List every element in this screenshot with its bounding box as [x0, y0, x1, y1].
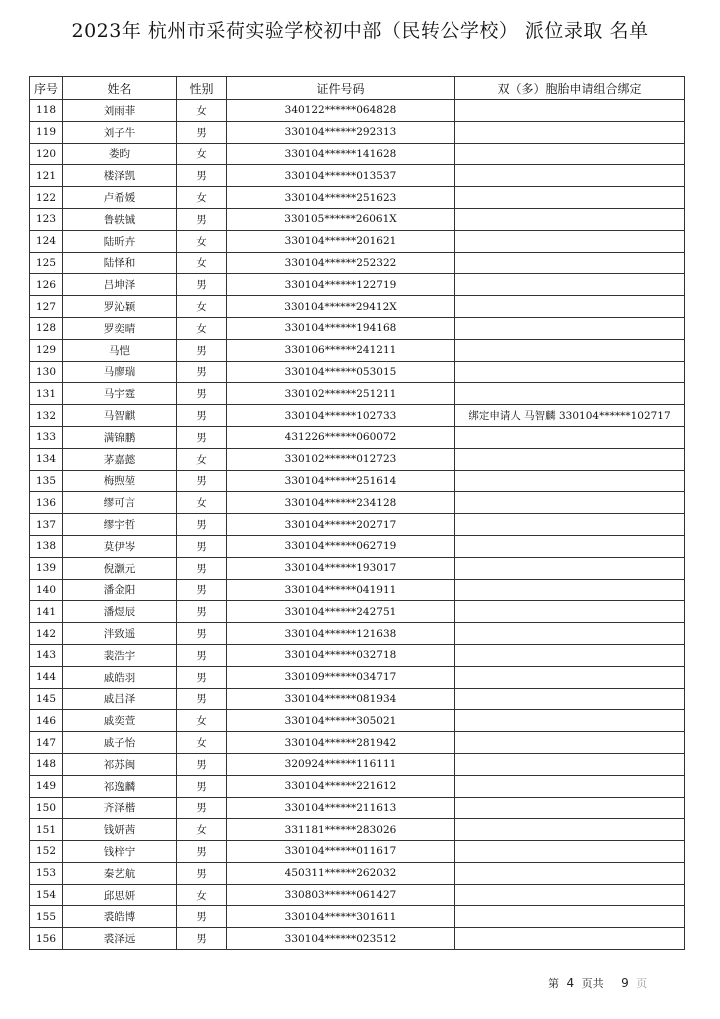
- cell-no: 131: [30, 383, 63, 405]
- cell-name: 罗沁颖: [63, 296, 177, 318]
- cell-no: 155: [30, 906, 63, 928]
- header-no: 序号: [30, 77, 63, 100]
- cell-gender: 男: [177, 841, 227, 863]
- cell-no: 125: [30, 252, 63, 274]
- cell-name: 戚吕泽: [63, 688, 177, 710]
- cell-name: 邱思妍: [63, 884, 177, 906]
- table-row: [30, 928, 685, 950]
- cell-gender: 女: [177, 100, 227, 122]
- cell-note: [455, 601, 685, 623]
- cell-name: 戚皓羽: [63, 666, 177, 688]
- cell-id: 330104******301611: [227, 906, 455, 928]
- cell-gender: 男: [177, 535, 227, 557]
- table-row: [30, 775, 685, 797]
- cell-id: 330102******251211: [227, 383, 455, 405]
- cell-no: 153: [30, 862, 63, 884]
- cell-gender: 男: [177, 623, 227, 645]
- cell-name: 卢希媛: [63, 187, 177, 209]
- table-row: [30, 753, 685, 775]
- cell-gender: 男: [177, 339, 227, 361]
- cell-no: 130: [30, 361, 63, 383]
- cell-name: 陆怿和: [63, 252, 177, 274]
- cell-note: [455, 819, 685, 841]
- cell-note: [455, 753, 685, 775]
- table-row: [30, 841, 685, 863]
- cell-name: 莫伊岑: [63, 535, 177, 557]
- cell-name: 楼泽凯: [63, 165, 177, 187]
- cell-note: [455, 296, 685, 318]
- cell-id: 330104******251623: [227, 187, 455, 209]
- cell-note: [455, 143, 685, 165]
- table-row: [30, 426, 685, 448]
- cell-gender: 男: [177, 579, 227, 601]
- cell-note: [455, 906, 685, 928]
- footer-current-page: 4: [566, 976, 575, 990]
- cell-gender: 男: [177, 906, 227, 928]
- cell-id: 331181******283026: [227, 819, 455, 841]
- cell-gender: 男: [177, 666, 227, 688]
- table-row: [30, 187, 685, 209]
- cell-name: 裘泽远: [63, 928, 177, 950]
- cell-no: 144: [30, 666, 63, 688]
- cell-id: 330104******053015: [227, 361, 455, 383]
- cell-gender: 男: [177, 557, 227, 579]
- cell-gender: 男: [177, 405, 227, 427]
- footer-prefix: 第: [548, 977, 559, 990]
- cell-no: 124: [30, 230, 63, 252]
- cell-id: 330104******013537: [227, 165, 455, 187]
- cell-gender: 男: [177, 470, 227, 492]
- cell-name: 吕坤泽: [63, 274, 177, 296]
- table-row: [30, 405, 685, 427]
- cell-note: [455, 644, 685, 666]
- cell-no: 120: [30, 143, 63, 165]
- cell-gender: 女: [177, 710, 227, 732]
- cell-no: 132: [30, 405, 63, 427]
- cell-name: 娄昀: [63, 143, 177, 165]
- table-row: [30, 296, 685, 318]
- cell-gender: 女: [177, 230, 227, 252]
- cell-note: [455, 470, 685, 492]
- header-gender: 性别: [177, 77, 227, 100]
- cell-no: 151: [30, 819, 63, 841]
- cell-no: 128: [30, 317, 63, 339]
- cell-id: 330104******29412X: [227, 296, 455, 318]
- cell-name: 钱梓宁: [63, 841, 177, 863]
- cell-name: 秦艺航: [63, 862, 177, 884]
- cell-gender: 男: [177, 862, 227, 884]
- cell-note: [455, 514, 685, 536]
- table-row: [30, 165, 685, 187]
- cell-name: 马宇霆: [63, 383, 177, 405]
- cell-no: 122: [30, 187, 63, 209]
- cell-no: 119: [30, 121, 63, 143]
- cell-gender: 女: [177, 884, 227, 906]
- cell-note: [455, 557, 685, 579]
- page-title: 2023年 杭州市采荷实验学校初中部（民转公学校） 派位录取 名单: [71, 20, 649, 42]
- cell-no: 123: [30, 208, 63, 230]
- cell-note: [455, 732, 685, 754]
- table-row: [30, 383, 685, 405]
- cell-id: 330104******201621: [227, 230, 455, 252]
- footer-suffix: 页: [636, 977, 648, 990]
- cell-name: 马智麒: [63, 405, 177, 427]
- cell-note: [455, 230, 685, 252]
- cell-no: 135: [30, 470, 63, 492]
- table-row: [30, 797, 685, 819]
- table-header-row: [30, 77, 685, 100]
- table-row: [30, 470, 685, 492]
- cell-note: [455, 383, 685, 405]
- cell-id: 330109******034717: [227, 666, 455, 688]
- cell-id: 330104******121638: [227, 623, 455, 645]
- cell-id: 330104******211613: [227, 797, 455, 819]
- header-note: 双（多）胞胎申请组合绑定: [455, 77, 685, 100]
- cell-no: 148: [30, 753, 63, 775]
- cell-name: 泮致遥: [63, 623, 177, 645]
- cell-gender: 男: [177, 208, 227, 230]
- cell-note: [455, 121, 685, 143]
- table-row: [30, 143, 685, 165]
- table-row: [30, 100, 685, 122]
- cell-name: 戚奕萱: [63, 710, 177, 732]
- cell-no: 152: [30, 841, 63, 863]
- cell-note: [455, 623, 685, 645]
- cell-id: 330104******221612: [227, 775, 455, 797]
- cell-name: 戚子怡: [63, 732, 177, 754]
- table-row: [30, 623, 685, 645]
- cell-gender: 男: [177, 514, 227, 536]
- cell-id: 330104******242751: [227, 601, 455, 623]
- table-row: [30, 601, 685, 623]
- cell-gender: 男: [177, 165, 227, 187]
- cell-note: [455, 797, 685, 819]
- table-row: [30, 252, 685, 274]
- cell-id: 450311******262032: [227, 862, 455, 884]
- cell-gender: 女: [177, 819, 227, 841]
- cell-id: 330104******141628: [227, 143, 455, 165]
- cell-no: 140: [30, 579, 63, 601]
- cell-name: 鲁轶铖: [63, 208, 177, 230]
- cell-note: [455, 492, 685, 514]
- footer-total-pages: 9: [621, 976, 629, 990]
- cell-gender: 男: [177, 361, 227, 383]
- cell-note: [455, 187, 685, 209]
- cell-id: 330104******194168: [227, 317, 455, 339]
- cell-id: 330105******26061X: [227, 208, 455, 230]
- cell-name: 陆昕卉: [63, 230, 177, 252]
- cell-id: 330102******012723: [227, 448, 455, 470]
- cell-no: 136: [30, 492, 63, 514]
- table-row: [30, 121, 685, 143]
- cell-no: 156: [30, 928, 63, 950]
- cell-gender: 男: [177, 644, 227, 666]
- table-row: [30, 339, 685, 361]
- cell-name: 祁苏闽: [63, 753, 177, 775]
- cell-no: 147: [30, 732, 63, 754]
- table-row: [30, 317, 685, 339]
- cell-no: 138: [30, 535, 63, 557]
- table-row: [30, 579, 685, 601]
- cell-gender: 男: [177, 753, 227, 775]
- cell-name: 茅嘉懿: [63, 448, 177, 470]
- cell-name: 缪可言: [63, 492, 177, 514]
- cell-id: 330104******023512: [227, 928, 455, 950]
- table-row: [30, 230, 685, 252]
- cell-note: [455, 208, 685, 230]
- cell-id: 330104******102733: [227, 405, 455, 427]
- cell-id: 330104******041911: [227, 579, 455, 601]
- table-row: [30, 862, 685, 884]
- cell-note: [455, 775, 685, 797]
- cell-name: 马恺: [63, 339, 177, 361]
- cell-no: 145: [30, 688, 63, 710]
- cell-id: 330104******305021: [227, 710, 455, 732]
- cell-id: 330104******202717: [227, 514, 455, 536]
- cell-gender: 男: [177, 121, 227, 143]
- cell-note: [455, 165, 685, 187]
- cell-name: 罗奕晴: [63, 317, 177, 339]
- cell-id: 330104******281942: [227, 732, 455, 754]
- page-footer: [548, 975, 647, 991]
- cell-gender: 女: [177, 296, 227, 318]
- table-row: [30, 906, 685, 928]
- cell-id: 330803******061427: [227, 884, 455, 906]
- header-name: 姓名: [63, 77, 177, 100]
- cell-no: 134: [30, 448, 63, 470]
- cell-no: 121: [30, 165, 63, 187]
- table-row: [30, 361, 685, 383]
- admission-table: [29, 76, 685, 950]
- cell-gender: 女: [177, 492, 227, 514]
- cell-no: 146: [30, 710, 63, 732]
- table-row: [30, 644, 685, 666]
- cell-note: [455, 884, 685, 906]
- table-row: [30, 514, 685, 536]
- header-id: 证件号码: [227, 77, 455, 100]
- cell-id: 330104******252322: [227, 252, 455, 274]
- cell-name: 裘皓博: [63, 906, 177, 928]
- cell-name: 祁逸麟: [63, 775, 177, 797]
- table-body: [30, 100, 685, 950]
- cell-gender: 女: [177, 187, 227, 209]
- cell-note: [455, 100, 685, 122]
- cell-id: 330104******292313: [227, 121, 455, 143]
- cell-no: 149: [30, 775, 63, 797]
- cell-name: 满锦鹏: [63, 426, 177, 448]
- cell-gender: 女: [177, 448, 227, 470]
- cell-name: 梅煦堃: [63, 470, 177, 492]
- cell-gender: 女: [177, 317, 227, 339]
- cell-no: 141: [30, 601, 63, 623]
- cell-name: 倪灏元: [63, 557, 177, 579]
- cell-id: 320924******116111: [227, 753, 455, 775]
- cell-no: 139: [30, 557, 63, 579]
- cell-name: 刘雨菲: [63, 100, 177, 122]
- cell-name: 潘煜辰: [63, 601, 177, 623]
- cell-note: [455, 339, 685, 361]
- table-row: [30, 448, 685, 470]
- cell-note: 绑定申请人 马智麟 330104******102717: [455, 405, 685, 427]
- cell-name: 裴浩宇: [63, 644, 177, 666]
- cell-gender: 男: [177, 928, 227, 950]
- table-row: [30, 492, 685, 514]
- cell-id: 330104******251614: [227, 470, 455, 492]
- cell-note: [455, 862, 685, 884]
- cell-note: [455, 317, 685, 339]
- table-row: [30, 884, 685, 906]
- cell-no: 154: [30, 884, 63, 906]
- cell-no: 118: [30, 100, 63, 122]
- table-row: [30, 710, 685, 732]
- cell-gender: 男: [177, 274, 227, 296]
- table-row: [30, 819, 685, 841]
- table-row: [30, 208, 685, 230]
- table-row: [30, 557, 685, 579]
- cell-no: 129: [30, 339, 63, 361]
- cell-note: [455, 535, 685, 557]
- cell-id: 330104******011617: [227, 841, 455, 863]
- cell-gender: 男: [177, 775, 227, 797]
- cell-no: 127: [30, 296, 63, 318]
- footer-middle: 页共: [581, 977, 604, 990]
- cell-id: 330104******234128: [227, 492, 455, 514]
- cell-note: [455, 252, 685, 274]
- cell-note: [455, 841, 685, 863]
- cell-gender: 男: [177, 426, 227, 448]
- cell-id: 431226******060072: [227, 426, 455, 448]
- cell-no: 137: [30, 514, 63, 536]
- cell-no: 126: [30, 274, 63, 296]
- cell-name: 钱妍茜: [63, 819, 177, 841]
- cell-id: 330104******081934: [227, 688, 455, 710]
- cell-gender: 女: [177, 732, 227, 754]
- table-row: [30, 535, 685, 557]
- cell-gender: 男: [177, 797, 227, 819]
- cell-gender: 男: [177, 383, 227, 405]
- cell-note: [455, 426, 685, 448]
- table-row: [30, 274, 685, 296]
- cell-gender: 男: [177, 688, 227, 710]
- cell-no: 133: [30, 426, 63, 448]
- cell-gender: 女: [177, 143, 227, 165]
- cell-gender: 男: [177, 601, 227, 623]
- cell-no: 150: [30, 797, 63, 819]
- cell-id: 330104******062719: [227, 535, 455, 557]
- cell-note: [455, 579, 685, 601]
- cell-name: 潘金阳: [63, 579, 177, 601]
- cell-id: 330106******241211: [227, 339, 455, 361]
- cell-id: 330104******193017: [227, 557, 455, 579]
- cell-no: 142: [30, 623, 63, 645]
- cell-note: [455, 666, 685, 688]
- cell-name: 马廖瑞: [63, 361, 177, 383]
- cell-id: 340122******064828: [227, 100, 455, 122]
- cell-id: 330104******122719: [227, 274, 455, 296]
- table-row: [30, 666, 685, 688]
- cell-gender: 女: [177, 252, 227, 274]
- cell-id: 330104******032718: [227, 644, 455, 666]
- cell-note: [455, 448, 685, 470]
- cell-note: [455, 710, 685, 732]
- cell-note: [455, 688, 685, 710]
- cell-name: 缪宇哲: [63, 514, 177, 536]
- cell-name: 齐泽楷: [63, 797, 177, 819]
- cell-name: 刘子牛: [63, 121, 177, 143]
- cell-note: [455, 361, 685, 383]
- cell-note: [455, 274, 685, 296]
- cell-no: 143: [30, 644, 63, 666]
- cell-note: [455, 928, 685, 950]
- table-row: [30, 732, 685, 754]
- table-row: [30, 688, 685, 710]
